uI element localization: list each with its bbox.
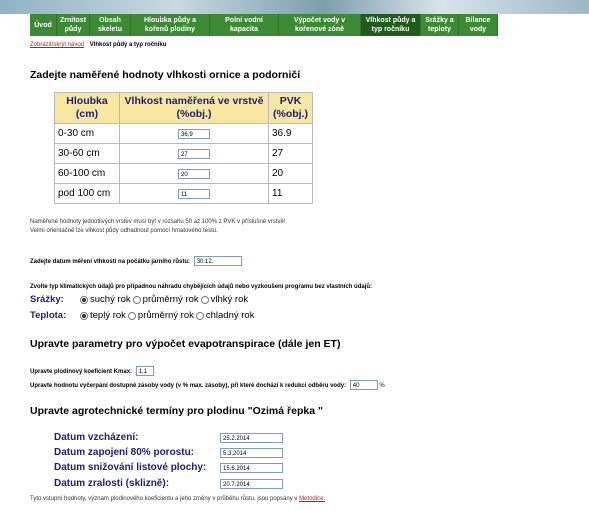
teplota-radio-average[interactable]	[128, 312, 136, 320]
depletion-unit: %	[379, 383, 385, 389]
depth-cell: 60-100 cm	[55, 164, 120, 184]
date-input-canopy[interactable]: 5.3.2014	[220, 448, 283, 458]
teplota-label: Teplota:	[30, 310, 67, 321]
kmax-input[interactable]: 1,1	[136, 366, 154, 376]
depth-cell: 30-60 cm	[55, 144, 120, 164]
nav-tab-hloubka[interactable]: Hloubka půdy a kořenů plodiny	[131, 14, 210, 36]
moisture-cell	[120, 184, 269, 204]
nav-tab-vypocet[interactable]: Výpočet vody v kořenové zóně	[279, 14, 361, 36]
teplota-option-label: chladný rok	[205, 310, 255, 321]
teplota-radio-cold[interactable]	[196, 312, 204, 320]
depletion-row	[30, 380, 385, 390]
table-row	[55, 144, 313, 164]
moisture-cell	[120, 164, 269, 184]
srazky-radio-average[interactable]	[133, 296, 141, 304]
note-line-2: Velmi orientačně lze vlhkost půdy odhadnout pomocí hmatového testu.	[30, 228, 218, 234]
srazky-label: Srážky:	[30, 294, 64, 305]
moisture-cell	[120, 144, 269, 164]
moisture-cell	[120, 124, 269, 144]
column-header-pvk: PVK (%obj.)	[269, 93, 313, 124]
depletion-input[interactable]: 40	[350, 380, 378, 390]
depletion-label: Upravte hodnotu vyčerpání dostupné zásoby vody (v % max. zásoby), při které dochází k redukci odběru vody:	[30, 383, 347, 389]
breadcrumb	[30, 42, 166, 48]
pvk-cell: 20	[269, 164, 313, 184]
srazky-option-label: suchý rok	[90, 294, 131, 305]
pvk-cell: 27	[269, 144, 313, 164]
pvk-cell: 11	[269, 184, 313, 204]
metodika-link[interactable]: Metodice.	[299, 496, 326, 502]
depth-cell: 0-30 cm	[55, 124, 120, 144]
column-header-moisture: Vlhkost naměřená ve vrstvě (%obj.)	[120, 93, 269, 124]
moisture-input-2[interactable]: 20	[178, 169, 210, 179]
pvk-cell: 36.9	[269, 124, 313, 144]
teplota-radio-group	[30, 310, 254, 321]
srazky-radio-group	[30, 294, 248, 305]
validation-note	[30, 218, 285, 236]
date-label-canopy: Datum zapojení 80% porostu:	[54, 447, 195, 458]
date-label-maturity: Datum zralosti (sklizně):	[54, 478, 170, 489]
header-banner	[0, 0, 589, 14]
moisture-table	[54, 92, 313, 204]
climate-intro: Zvolte typ klimatických údajů pro případnou náhradu chybějících údajů nebo vyzkoušení programu bez vlastních údajů:	[30, 284, 373, 290]
section-title-measured: Zadejte naměřené hodnoty vlhkosti ornice a podorničí	[30, 69, 301, 81]
nav-tab-skelet[interactable]: Obsah skeletu	[90, 14, 131, 36]
moisture-input-0[interactable]: 36,9	[178, 129, 210, 139]
depth-cell: pod 100 cm	[55, 184, 120, 204]
table-row	[55, 164, 313, 184]
date-label-leaf-decline: Datum snižování listové plochy:	[54, 462, 207, 473]
toggle-guide-link[interactable]: Zobrazit/skrýt návod	[30, 42, 85, 48]
teplota-option-label: teplý rok	[90, 310, 126, 321]
srazky-option-label: průměrný rok	[142, 294, 199, 305]
teplota-radio-warm[interactable]	[80, 312, 88, 320]
nav-tab-uvod[interactable]: Úvod	[30, 14, 57, 36]
main-nav	[57, 14, 498, 36]
date-input-emergence[interactable]: 25.2.2014	[220, 433, 283, 443]
footer-text: Tyto vstupní hodnoty, význam plodinového koeficientu a jeho změny v průběhu růstu, jsou popsány v	[30, 496, 298, 502]
srazky-option-label: vlhký rok	[210, 294, 249, 305]
table-header-row	[55, 93, 313, 124]
section-title-et: Upravte parametry pro výpočet evapotranspirace (dále jen ET)	[30, 338, 341, 350]
nav-tab-bilance[interactable]: Bilance vody	[459, 14, 498, 36]
srazky-radio-dry[interactable]	[80, 296, 88, 304]
table-row	[55, 124, 313, 144]
section-title-agrotech: Upravte agrotechnické termíny pro plodinu "Ozimá řepka "	[30, 405, 323, 417]
teplota-option-label: průměrný rok	[137, 310, 194, 321]
note-line-1: Naměřené hodnoty jednotlivých vrstev musí být v rozsahu 50 až 100% z PVK v příslušné vrstvě!	[30, 219, 286, 225]
srazky-radio-wet[interactable]	[201, 296, 209, 304]
nav-tab-zrnitost[interactable]: Zrnitost půdy	[57, 14, 90, 36]
current-page-label: Vlhkost půdy a typ ročníku	[89, 42, 167, 48]
measure-date-row	[30, 256, 242, 266]
table-row	[55, 184, 313, 204]
column-header-depth: Hloubka (cm)	[55, 93, 120, 124]
nav-tab-pvk[interactable]: Polní vodní kapacita	[210, 14, 279, 36]
nav-tab-srazky[interactable]: Srážky a teploty	[421, 14, 459, 36]
moisture-input-1[interactable]: 27	[178, 149, 210, 159]
footer-note	[30, 495, 325, 504]
kmax-label: Upravte plodinový koeficient Kmax:	[30, 369, 133, 375]
date-label-emergence: Datum vzcházení:	[54, 432, 139, 443]
moisture-input-3[interactable]: 11	[178, 189, 210, 199]
measure-date-input[interactable]: 30.12.	[194, 256, 242, 266]
kmax-row	[30, 366, 154, 376]
nav-tab-vlhkost[interactable]: Vlhkost půdy a typ ročníku	[361, 14, 421, 36]
measure-date-label: Zadejte datum měření vlhkosti na počátku jarního růstu:	[30, 259, 191, 265]
date-input-maturity[interactable]: 20.7.2014	[220, 479, 283, 489]
date-input-leaf-decline[interactable]: 15.6.2014	[220, 463, 283, 473]
